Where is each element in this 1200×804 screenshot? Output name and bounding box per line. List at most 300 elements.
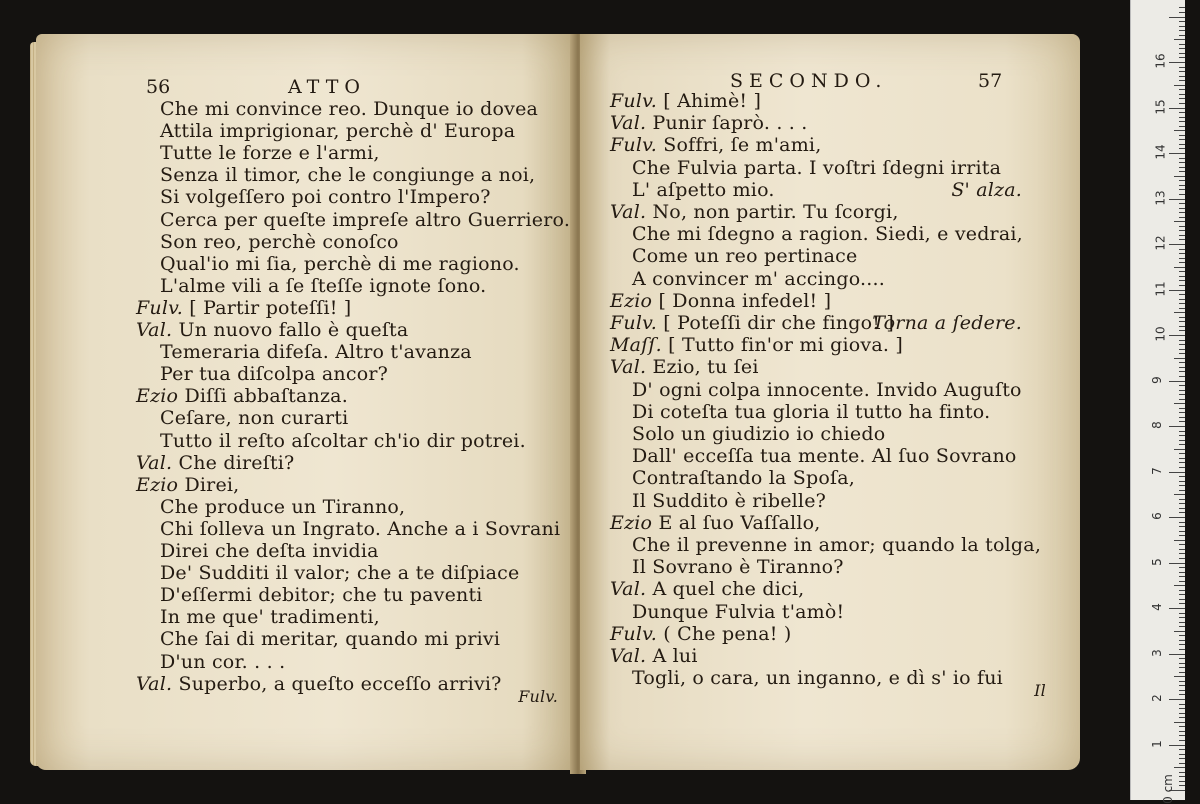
ruler-tick (1169, 244, 1185, 245)
ruler-tick (1179, 704, 1185, 705)
ruler-label: 3 (1149, 648, 1164, 657)
ruler-tick (1174, 176, 1185, 177)
text-line (632, 179, 775, 201)
ruler-tick (1174, 449, 1185, 450)
ruler-tick (1179, 567, 1185, 568)
text-line (632, 667, 1003, 689)
ruler-tick (1179, 717, 1185, 718)
text-line (610, 90, 761, 112)
verse-text: Direi, (184, 473, 240, 496)
ruler-tick (1179, 672, 1185, 673)
ruler-tick (1179, 772, 1185, 773)
ruler-tick (1179, 644, 1185, 645)
text-line (160, 651, 285, 673)
ruler-tick (1169, 426, 1185, 427)
ruler-tick (1174, 130, 1185, 131)
ruler-tick (1169, 745, 1185, 746)
ruler-tick (1179, 408, 1185, 409)
text-line (160, 120, 515, 142)
text-line (160, 209, 570, 231)
ruler-label: 14 (1153, 144, 1168, 160)
stage-direction: Torna a ſedere. (872, 312, 1022, 334)
verse-text: De' Sudditi il valor; che a te diſpiace (160, 562, 520, 585)
verse-text: A quel che dici, (652, 578, 805, 601)
ruler-tick (1179, 249, 1185, 250)
ruler-tick (1179, 640, 1185, 641)
ruler-tick (1179, 80, 1185, 81)
ruler-tick (1179, 89, 1185, 90)
text-line (632, 245, 857, 267)
speaker-name: Val. (136, 451, 173, 474)
ruler-tick (1179, 681, 1185, 682)
ruler-tick (1179, 412, 1185, 413)
ruler-tick (1169, 472, 1185, 473)
text-line (610, 512, 820, 534)
ruler-tick (1174, 85, 1185, 86)
text-line (136, 452, 294, 474)
verse-text: Che ſai di meritar, quando mi privi (160, 628, 501, 651)
ruler-tick (1169, 17, 1185, 18)
text-line (632, 223, 1023, 245)
verse-text: Diſſi abbaſtanza. (184, 385, 348, 408)
text-line (160, 363, 388, 385)
catchword: Il (1034, 681, 1046, 701)
ruler-tick (1179, 549, 1185, 550)
ruler-tick (1179, 217, 1185, 218)
ruler-tick (1179, 431, 1185, 432)
ruler-tick (1179, 12, 1185, 13)
verse-text: D'eſſermi debitor; che tu paventi (160, 584, 483, 607)
ruler-tick (1179, 308, 1185, 309)
ruler-tick (1179, 476, 1185, 477)
verse-text: Per tua diſcolpa ancor? (160, 363, 389, 386)
text-line (160, 562, 519, 584)
ruler-tick (1179, 44, 1185, 45)
ruler-tick (1179, 535, 1185, 536)
text-line (160, 231, 399, 253)
text-line (160, 496, 405, 518)
ruler-tick (1179, 303, 1185, 304)
ruler-tick (1179, 462, 1185, 463)
ruler-tick (1169, 62, 1185, 63)
ruler-label: 1 (1149, 739, 1164, 748)
ruler-tick (1179, 67, 1185, 68)
text-line (610, 623, 791, 645)
ruler-tick (1179, 458, 1185, 459)
ruler-tick (1179, 230, 1185, 231)
text-line (632, 601, 844, 623)
verse-text: [ Tutto fin'or mi giova. ] (668, 334, 903, 357)
ruler-tick (1179, 553, 1185, 554)
ruler-tick (1179, 144, 1185, 145)
verse-text: Che produce un Tiranno, (160, 495, 406, 518)
verse-text: L'alme vili a ſe ſteſſe ignote ſono. (160, 274, 487, 297)
ruler-tick (1179, 667, 1185, 668)
ruler-tick (1179, 781, 1185, 782)
ruler-tick (1179, 776, 1185, 777)
verse-text: Che mi convince reo. Dunque io dovea (160, 98, 539, 120)
verse-text: D' ogni colpa innocente. Invido Auguſto (632, 378, 1022, 401)
speaker-name: Fulv. (136, 296, 184, 319)
verse-text: Temeraria difeſa. Altro t'avanza (160, 341, 472, 364)
ruler-tick (1179, 613, 1185, 614)
verse-text: Si volgeſſero poi contro l'Impero? (160, 186, 491, 209)
ruler-label: 16 (1153, 53, 1168, 69)
ruler-tick (1174, 722, 1185, 723)
ruler-label: 5 (1149, 557, 1164, 566)
ruler-label: 12 (1153, 235, 1168, 251)
left-page (36, 34, 576, 770)
ruler-tick (1179, 512, 1185, 513)
ruler-tick (1179, 349, 1185, 350)
verse-text: L' aſpetto mio. (632, 178, 775, 201)
ruler-tick (1174, 540, 1185, 541)
ruler-tick (1179, 444, 1185, 445)
ruler-tick (1179, 112, 1185, 113)
text-line (160, 186, 491, 208)
speaker-name: Ezio (610, 511, 653, 534)
verse-text: Di coteſta tua gloria il tutto ha finto. (632, 400, 991, 423)
ruler-tick (1174, 403, 1185, 404)
speaker-name: Val. (610, 112, 647, 135)
speaker-name: Maſſ. (610, 334, 662, 357)
ruler-tick (1179, 203, 1185, 204)
stage-direction: S' alza. (951, 178, 1022, 201)
ruler-tick (1179, 626, 1185, 627)
ruler-tick (1169, 381, 1185, 382)
ruler-tick (1179, 326, 1185, 327)
ruler-tick (1179, 344, 1185, 345)
ruler-tick (1179, 180, 1185, 181)
ruler-tick (1179, 321, 1185, 322)
ruler-tick (1179, 94, 1185, 95)
speaker-name: Fulv. (610, 312, 658, 334)
speaker-name: Val. (610, 645, 647, 667)
ruler-tick (1179, 226, 1185, 227)
right-page (580, 34, 1080, 770)
ruler-tick (1179, 271, 1185, 272)
verse-text: Superbo, a queſto ecceſſo arrivi? (178, 672, 502, 695)
ruler-tick (1179, 194, 1185, 195)
text-line (632, 268, 885, 290)
verse-text: Ceſare, non curarti (160, 407, 349, 430)
ruler-label: 9 (1149, 375, 1164, 384)
ruler-tick (1179, 139, 1185, 140)
ruler-label: 11 (1153, 280, 1168, 297)
ruler-tick (1174, 358, 1185, 359)
ruler-tick (1169, 335, 1185, 336)
ruler-tick (1174, 267, 1185, 268)
text-line (160, 275, 486, 297)
left-page-number: 56 (146, 76, 171, 98)
text-line (136, 297, 351, 319)
text-line (610, 290, 831, 312)
text-line (160, 584, 483, 606)
ruler-tick (1179, 239, 1185, 240)
ruler-tick (1179, 572, 1185, 573)
verse-text: Ezio, tu ſei (652, 356, 759, 379)
ruler-tick (1179, 135, 1185, 136)
verse-text: Che direſti? (178, 451, 295, 474)
ruler-tick (1179, 280, 1185, 281)
verse-text: Direi che deſta invidia (160, 540, 379, 562)
ruler-tick (1179, 330, 1185, 331)
verse-text: Un nuovo fallo è queſta (178, 319, 409, 341)
verse-text: Il Sovrano è Tiranno? (632, 556, 844, 579)
ruler-tick (1179, 467, 1185, 468)
verse-text: Chi ſolleva un Ingrato. Anche a i Sovrani (160, 517, 561, 540)
text-line (136, 319, 408, 341)
verse-text: Soffri, ſe m'ami, (663, 134, 822, 157)
verse-text: Il Suddito è ribelle? (632, 489, 827, 512)
ruler-tick (1179, 435, 1185, 436)
verse-text: Qual'io mi ſia, perchè di me ragiono. (160, 252, 520, 275)
text-line (160, 628, 500, 650)
ruler-tick (1179, 663, 1185, 664)
verse-text: Togli, o cara, un inganno, e dì s' io fui (632, 667, 1003, 690)
text-line (610, 578, 804, 600)
ruler-tick (1169, 517, 1185, 518)
text-line (632, 556, 844, 578)
ruler-tick (1179, 726, 1185, 727)
ruler-tick (1179, 276, 1185, 277)
ruler-tick (1179, 522, 1185, 523)
ruler-tick (1179, 30, 1185, 31)
ruler-tick (1179, 148, 1185, 149)
ruler-tick (1179, 390, 1185, 391)
ruler-tick (1169, 108, 1185, 109)
ruler-tick (1174, 221, 1185, 222)
text-line (610, 201, 899, 223)
ruler-tick (1179, 208, 1185, 209)
ruler-tick (1179, 162, 1185, 163)
ruler-tick (1179, 7, 1185, 8)
verse-text: [ Ahimè! ] (663, 90, 762, 112)
ruler-tick (1179, 758, 1185, 759)
ruler-tick (1169, 153, 1185, 154)
speaker-name: Val. (610, 356, 647, 379)
ruler-tick (1179, 749, 1185, 750)
ruler-tick (1179, 212, 1185, 213)
verse-text: Che il prevenne in amor; quando la tolga, (632, 534, 1042, 556)
text-line (136, 474, 239, 496)
text-line (160, 164, 535, 186)
speaker-name: Val. (610, 578, 647, 601)
ruler-tick (1179, 590, 1185, 591)
verse-text: D'un cor. . . . (160, 650, 286, 673)
text-line (160, 142, 380, 164)
verse-text: Come un reo pertinace (632, 245, 858, 268)
text-line (136, 385, 348, 407)
text-line (160, 540, 379, 562)
ruler-tick (1179, 421, 1185, 422)
ruler-tick (1179, 262, 1185, 263)
left-running-header: ATTO (288, 76, 366, 98)
ruler-label: 10 (1153, 326, 1168, 342)
ruler-tick (1179, 385, 1185, 386)
ruler-tick (1174, 676, 1185, 677)
ruler-tick (1179, 503, 1185, 504)
text-line (610, 645, 698, 667)
ruler-tick (1179, 353, 1185, 354)
verse-text: [ Partir poteſſi! ] (189, 296, 352, 319)
ruler-tick (1179, 53, 1185, 54)
ruler-tick (1179, 685, 1185, 686)
ruler-tick (1179, 158, 1185, 159)
ruler-tick (1179, 754, 1185, 755)
ruler-tick (1169, 199, 1185, 200)
speaker-name: Ezio (610, 289, 653, 312)
ruler-tick (1179, 48, 1185, 49)
verse-text: [ Donna infedel! ] (658, 289, 832, 312)
ruler-tick (1179, 35, 1185, 36)
verse-text: No, non partir. Tu ſcorgi, (652, 201, 899, 223)
ruler-tick (1179, 371, 1185, 372)
ruler-tick (1179, 299, 1185, 300)
text-line (632, 490, 826, 512)
text-line (160, 341, 472, 363)
ruler-tick (1179, 740, 1185, 741)
ruler-tick (1179, 485, 1185, 486)
ruler-tick (1179, 367, 1185, 368)
ruler-tick (1179, 171, 1185, 172)
ruler-tick (1179, 126, 1185, 127)
ruler-tick (1179, 526, 1185, 527)
ruler-tick (1174, 312, 1185, 313)
ruler-tick (1179, 340, 1185, 341)
measurement-ruler (1130, 0, 1185, 804)
ruler-tick (1179, 117, 1185, 118)
ruler-tick (1179, 121, 1185, 122)
ruler-label: 4 (1149, 603, 1164, 611)
verse-text: Attila imprigionar, perchè d' Europa (160, 120, 516, 143)
verse-text: In me que' tradimenti, (160, 606, 380, 629)
speaker-name: Fulv. (610, 90, 658, 112)
verse-text: A lui (652, 645, 698, 667)
ruler-tick (1174, 39, 1185, 40)
speaker-name: Ezio (136, 385, 179, 408)
ruler-tick (1179, 508, 1185, 509)
text-line (632, 423, 885, 445)
text-line (610, 312, 894, 334)
ruler-tick (1179, 594, 1185, 595)
text-line (160, 407, 348, 429)
ruler-tick (1179, 481, 1185, 482)
ruler-tick (1179, 453, 1185, 454)
ruler-tick (1179, 253, 1185, 254)
ruler-tick (1179, 399, 1185, 400)
verse-text: Punir ſaprò. . . . (652, 112, 808, 135)
speaker-name: Fulv. (610, 134, 658, 157)
ruler-tick (1179, 558, 1185, 559)
verse-text: Dall' ecceſſa tua mente. Al ſuo Sovrano (632, 445, 1017, 468)
text-line (632, 401, 990, 423)
ruler-tick (1179, 26, 1185, 27)
verse-text: [ Poteſſi dir che fingo! ] (663, 312, 894, 334)
verse-text: ( Che pena! ) (663, 622, 792, 645)
ruler-tick (1179, 376, 1185, 377)
text-line (610, 134, 821, 156)
ruler-tick (1179, 258, 1185, 259)
verse-text: Contraſtando la Spoſa, (632, 467, 855, 490)
catchword: Fulv. (518, 686, 558, 706)
text-line (632, 379, 1022, 401)
speaker-name: Val. (136, 672, 173, 695)
ruler-tick (1174, 494, 1185, 495)
ruler-tick (1179, 713, 1185, 714)
text-line (136, 673, 502, 695)
ruler-tick (1179, 658, 1185, 659)
right-page-number: 57 (978, 70, 1003, 92)
ruler-tick (1179, 317, 1185, 318)
verse-text: Senza il timor, che le congiunge a noi, (160, 164, 536, 187)
speaker-name: Val. (136, 319, 173, 341)
text-line (632, 534, 1041, 556)
text-line (610, 356, 759, 378)
ruler-tick (1179, 490, 1185, 491)
ruler-tick (1179, 294, 1185, 295)
ruler-tick (1179, 603, 1185, 604)
ruler-tick (1179, 71, 1185, 72)
text-line (160, 606, 380, 628)
ruler-tick (1179, 649, 1185, 650)
verse-text: Son reo, perchè conoſco (160, 230, 399, 253)
text-line (610, 112, 808, 134)
verse-text: Che Fulvia parta. I voſtri ſdegni irrita (632, 156, 1002, 179)
ruler-tick (1179, 735, 1185, 736)
verse-text: Tutte le forze e l'armi, (160, 142, 380, 165)
ruler-tick (1179, 499, 1185, 500)
ruler-tick (1179, 440, 1185, 441)
text-line (632, 445, 1017, 467)
ruler-label: 7 (1149, 466, 1164, 475)
ruler-tick (1169, 290, 1185, 291)
text-line (632, 467, 855, 489)
ruler-tick (1179, 576, 1185, 577)
ruler-label: 15 (1153, 98, 1168, 115)
text-line (160, 430, 526, 452)
speaker-name: Fulv. (610, 622, 658, 645)
text-line (160, 98, 538, 120)
ruler-label: 8 (1149, 421, 1164, 429)
ruler-tick (1179, 785, 1185, 786)
ruler-tick (1179, 581, 1185, 582)
ruler-tick (1179, 98, 1185, 99)
verse-text: Tutto il reſto aſcoltar ch'io dir potrei. (160, 429, 526, 452)
text-line (160, 518, 560, 540)
ruler-tick (1179, 21, 1185, 22)
ruler-tick (1179, 103, 1185, 104)
ruler-tick (1179, 635, 1185, 636)
ruler-tick (1179, 622, 1185, 623)
verse-text: Cerca per queſte impreſe altro Guerriero. (160, 208, 571, 231)
ruler-tick (1179, 531, 1185, 532)
ruler-tick (1179, 617, 1185, 618)
ruler-tick (1179, 731, 1185, 732)
text-line (610, 334, 903, 356)
speaker-name: Ezio (136, 473, 179, 496)
right-running-header: SECONDO. (730, 70, 888, 92)
ruler-tick (1179, 544, 1185, 545)
ruler-tick (1179, 708, 1185, 709)
ruler-tick (1169, 699, 1185, 700)
text-line (632, 157, 1001, 179)
speaker-name: Val. (610, 201, 647, 223)
ruler-tick (1179, 599, 1185, 600)
ruler-label: 13 (1153, 189, 1168, 206)
ruler-tick (1179, 694, 1185, 695)
ruler-tick (1179, 394, 1185, 395)
